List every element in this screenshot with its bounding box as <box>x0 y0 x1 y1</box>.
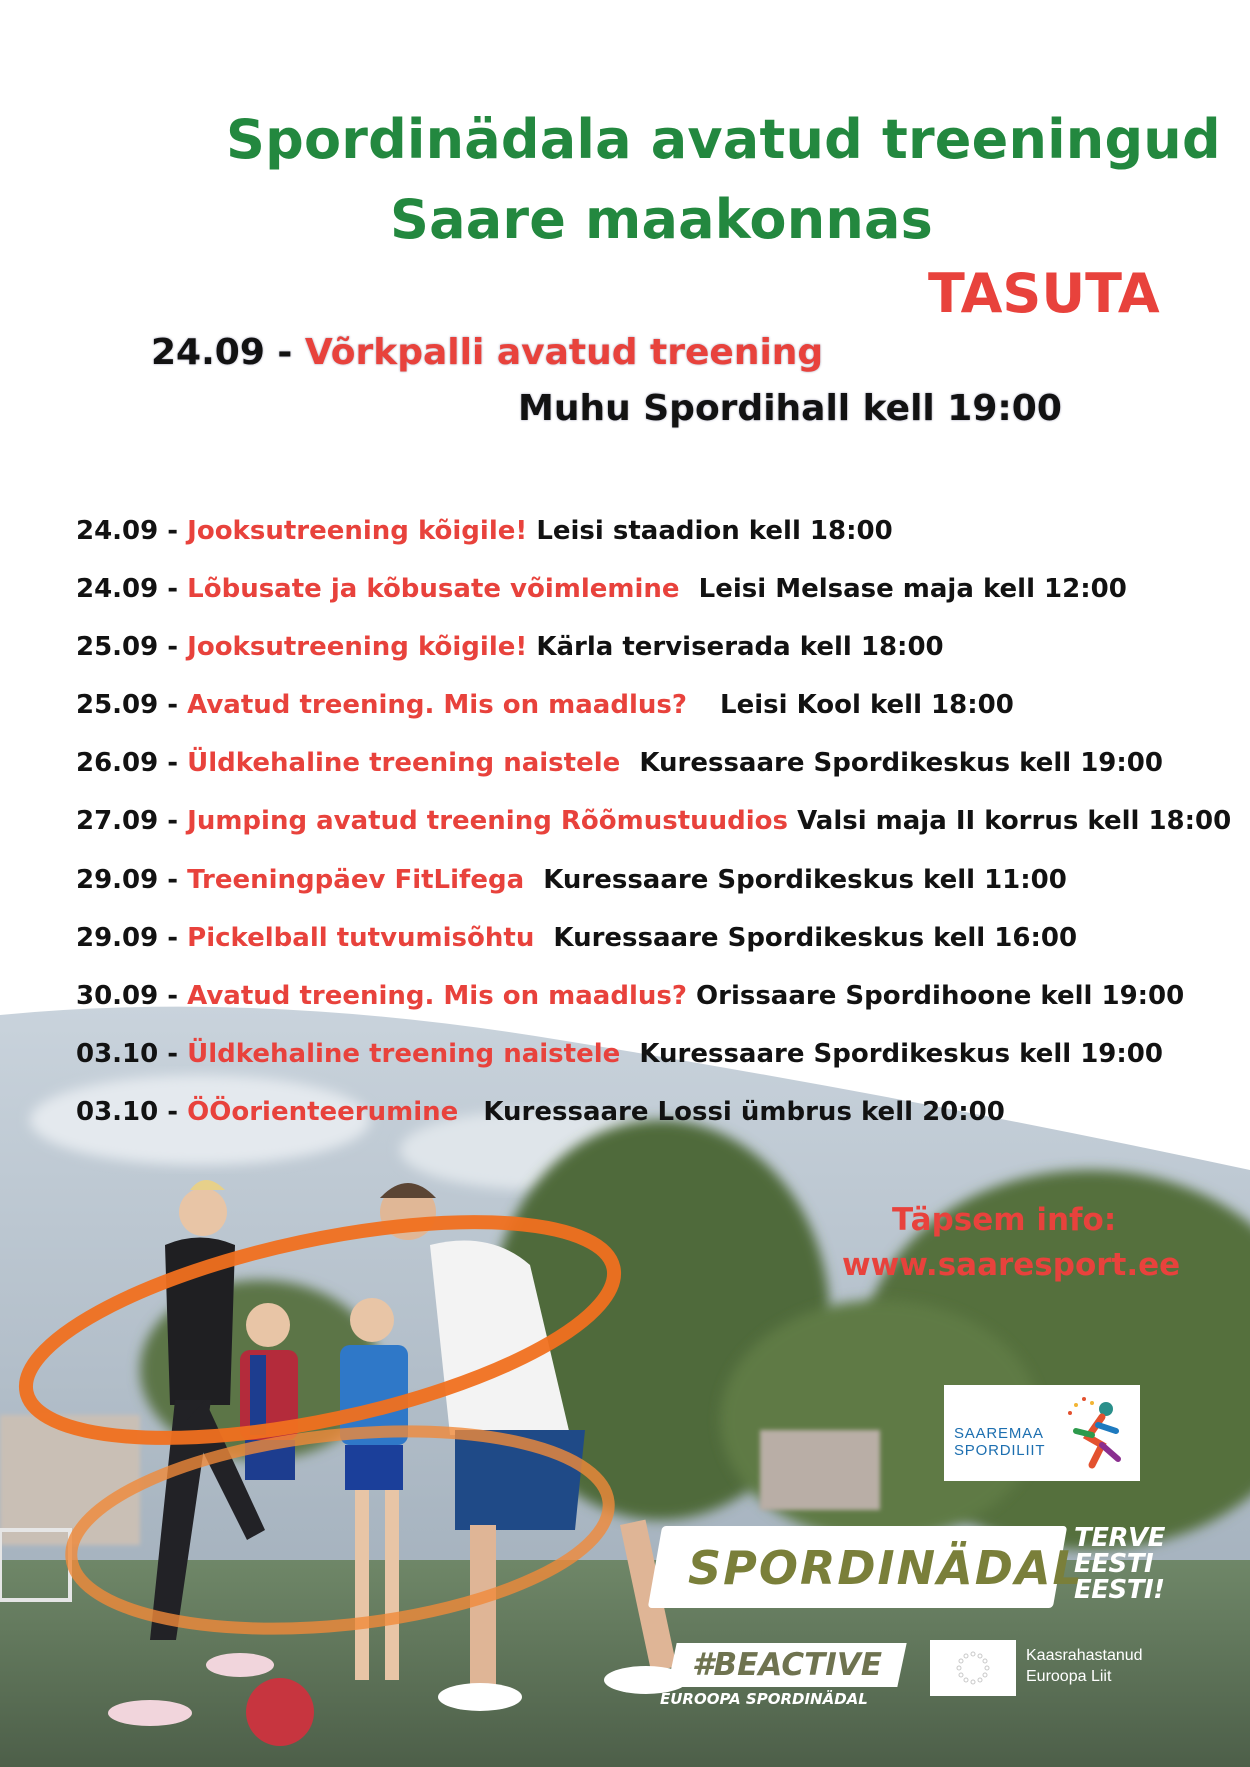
runner-icon <box>1062 1393 1132 1475</box>
beactive-subtitle: EUROOPA SPORDINÄDAL <box>660 1690 868 1708</box>
event-name: Üldkehaline treening naistele <box>187 1038 621 1069</box>
terve-line3: EESTI! <box>1074 1575 1165 1605</box>
event-place: Orissaare Spordihoone kell 19:00 <box>696 980 1185 1011</box>
event-place: Leisi Melsase maja kell 12:00 <box>698 574 1127 605</box>
event-date: 26.09 - <box>76 748 179 779</box>
spordinadal-logo-text: SPORDINÄDAL <box>688 1541 1084 1595</box>
highlight-event <box>151 332 823 373</box>
event-name: Avatud treening. Mis on maadlus? <box>187 690 687 721</box>
shirt-stripe <box>250 1355 266 1435</box>
schedule-item <box>76 734 1231 792</box>
event-date: 25.09 - <box>76 690 179 721</box>
event-name: Lõbusate ja kõbusate võimlemine <box>187 574 680 605</box>
eu-line2: Euroopa Liit <box>1026 1668 1112 1685</box>
event-place: Leisi Kool kell 18:00 <box>720 690 1014 721</box>
event-name: Pickelball tutvumisõhtu <box>187 922 535 953</box>
terve-eesti-logo <box>1074 1525 1179 1603</box>
saaremaa-spordiliit-logo <box>944 1385 1140 1481</box>
event-place: Kuressaare Spordikeskus kell 11:00 <box>543 864 1067 895</box>
schedule-item <box>76 502 1231 560</box>
event-date: 29.09 - <box>76 864 179 895</box>
highlight-date: 24.09 - <box>151 332 293 373</box>
event-place: Kuressaare Lossi ümbrus kell 20:00 <box>483 1096 1005 1127</box>
eu-stars-icon <box>930 1640 1016 1696</box>
info-label: Täpsem info: <box>892 1202 1117 1238</box>
person-leg <box>470 1525 496 1690</box>
schedule-list <box>76 502 1231 1141</box>
event-name: Üldkehaline treening naistele <box>187 748 621 779</box>
event-date: 03.10 - <box>76 1038 179 1069</box>
page-title: Spordinädala avatud treeningud <box>226 108 1221 171</box>
logo-text-line2: SPORDILIIT <box>954 1442 1046 1459</box>
page-subtitle: Saare maakonnas <box>390 188 933 251</box>
event-place: Kuressaare Spordikeskus kell 19:00 <box>639 1038 1163 1069</box>
person-head <box>179 1188 227 1236</box>
shoe <box>206 1653 274 1677</box>
schedule-item <box>76 618 1231 676</box>
info-url[interactable]: www.saaresport.ee <box>842 1247 1181 1283</box>
terve-line2: EESTI <box>1074 1549 1154 1579</box>
person-head <box>246 1303 290 1347</box>
event-date: 30.09 - <box>76 980 179 1011</box>
person-leg <box>385 1490 399 1680</box>
event-name: Avatud treening. Mis on maadlus? <box>187 980 687 1011</box>
event-date: 27.09 - <box>76 806 179 837</box>
schedule-item <box>76 1025 1231 1083</box>
person-leg <box>355 1490 369 1680</box>
event-name: Jooksutreening kõigile! <box>187 516 528 546</box>
event-date: 29.09 - <box>76 922 179 953</box>
building <box>760 1430 880 1510</box>
eu-cofunded-text <box>1026 1645 1143 1687</box>
schedule-item <box>76 676 1231 734</box>
highlight-event-name: Võrkpalli avatud treening <box>304 332 824 373</box>
event-date: 24.09 - <box>76 516 179 546</box>
event-name: ÖÖorienteerumine <box>187 1096 459 1127</box>
highlight-place: Muhu Spordihall kell 19:00 <box>518 388 1062 429</box>
shorts <box>345 1445 403 1490</box>
event-date: 25.09 - <box>76 632 179 663</box>
event-place: Kuressaare Spordikeskus kell 19:00 <box>639 748 1163 779</box>
event-name: Jooksutreening kõigile! <box>187 632 528 663</box>
terve-line1: TERVE <box>1074 1523 1165 1553</box>
event-place: Leisi staadion kell 18:00 <box>536 516 893 546</box>
shoe <box>438 1683 522 1711</box>
eu-flag-icon <box>930 1640 1016 1696</box>
shoe <box>108 1700 192 1726</box>
event-place: Kuressaare Spordikeskus kell 16:00 <box>553 922 1078 953</box>
free-label: TASUTA <box>928 262 1160 325</box>
event-name: Jumping avatud treening Rõõmustuudios <box>187 806 789 837</box>
soccer-ball <box>246 1678 314 1746</box>
schedule-item <box>76 909 1231 967</box>
event-date: 24.09 - <box>76 574 179 605</box>
schedule-item <box>76 560 1231 618</box>
schedule-item <box>76 792 1231 850</box>
event-place: Valsi maja II korrus kell 18:00 <box>797 806 1232 837</box>
event-date: 03.10 - <box>76 1096 179 1127</box>
event-name: Treeningpäev FitLifega <box>187 864 525 895</box>
schedule-item <box>76 851 1231 909</box>
schedule-item <box>76 967 1231 1025</box>
logo-text-line1: SAAREMAA <box>954 1425 1044 1442</box>
eu-line1: Kaasrahastanud <box>1026 1647 1143 1664</box>
person-head <box>350 1298 394 1342</box>
schedule-item <box>76 1083 1231 1141</box>
beactive-text: #BEACTIVE <box>691 1647 882 1683</box>
event-place: Kärla terviserada kell 18:00 <box>536 632 944 663</box>
